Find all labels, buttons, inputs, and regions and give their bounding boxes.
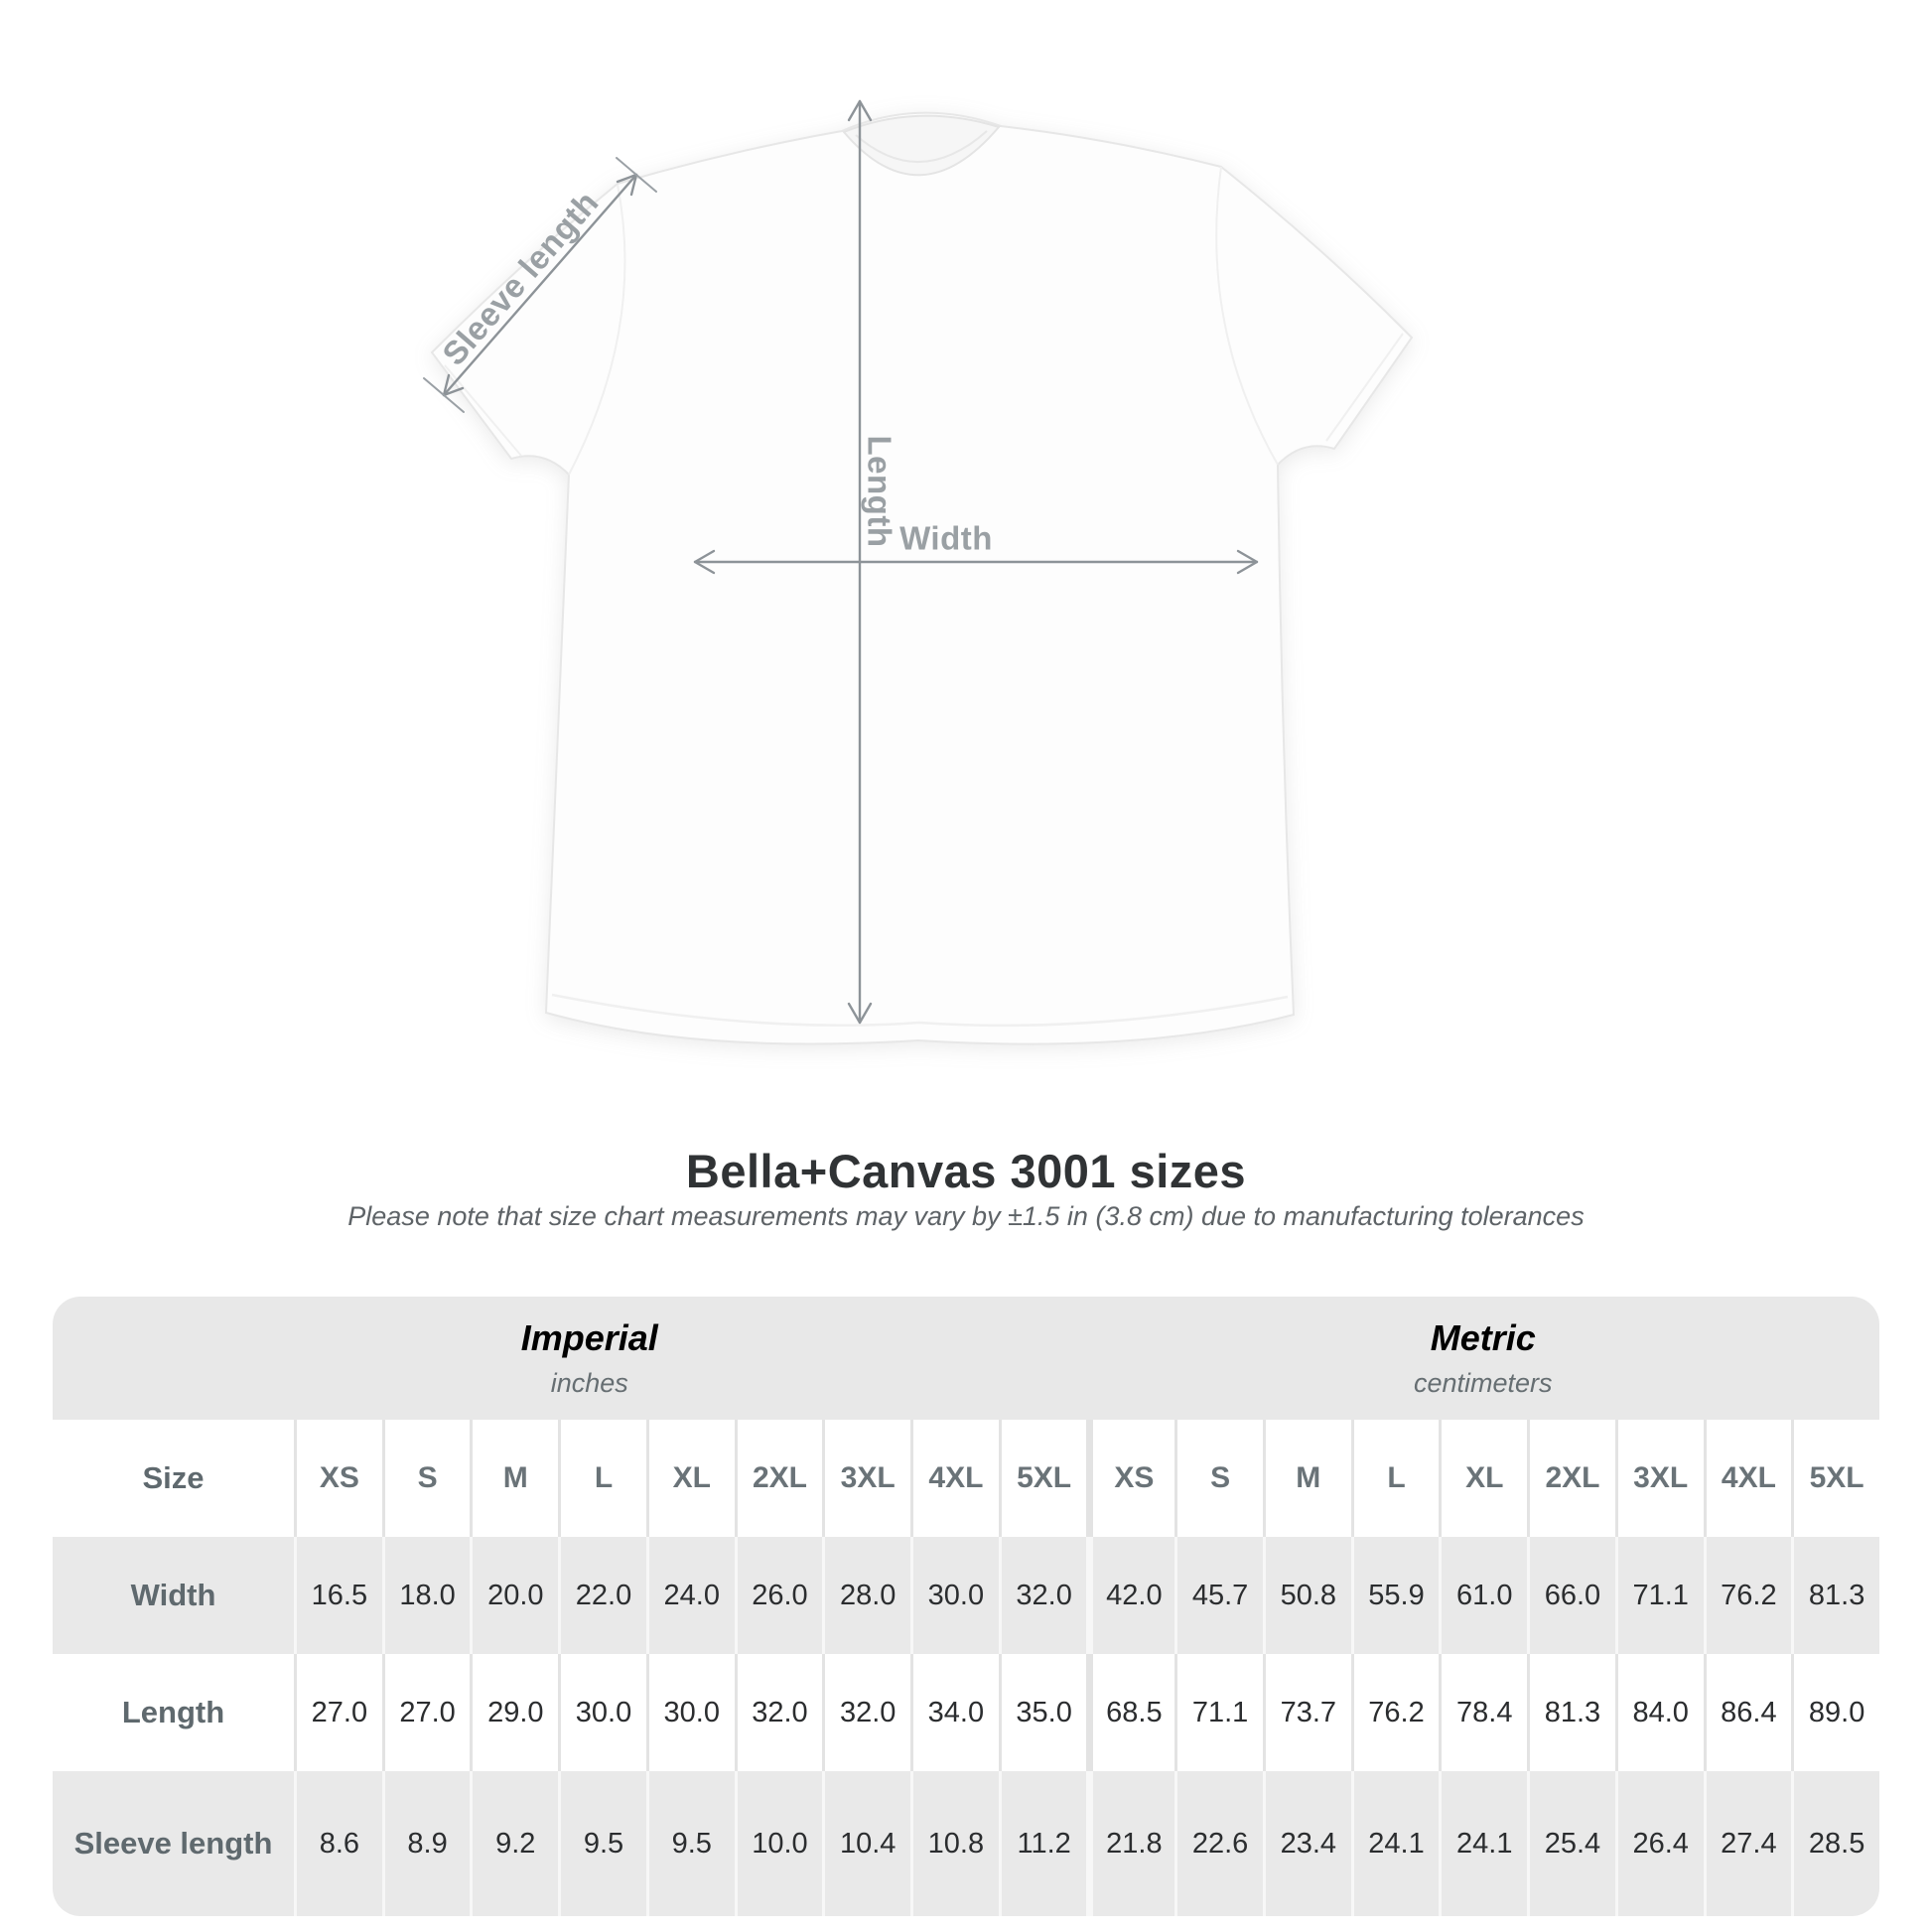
width-row bbox=[53, 1537, 1879, 1654]
measurement-cell: 23.4 bbox=[1263, 1771, 1351, 1916]
size-header-cell: XL bbox=[646, 1420, 735, 1537]
size-header-cell: M bbox=[470, 1420, 558, 1537]
measurement-cell: 8.6 bbox=[294, 1771, 382, 1916]
sleeve-length-label: Sleeve length bbox=[435, 184, 606, 372]
measurement-cell: 30.0 bbox=[646, 1654, 735, 1771]
measurement-cell: 10.8 bbox=[910, 1771, 999, 1916]
size-header-cell: 3XL bbox=[822, 1420, 910, 1537]
measurement-cell: 34.0 bbox=[910, 1654, 999, 1771]
measurement-cell: 50.8 bbox=[1263, 1537, 1351, 1654]
size-header-cell: M bbox=[1263, 1420, 1351, 1537]
size-table bbox=[53, 1297, 1879, 1916]
measurement-cell: 35.0 bbox=[999, 1654, 1087, 1771]
length-label: Length bbox=[861, 435, 898, 548]
measurement-cell: 24.0 bbox=[646, 1537, 735, 1654]
size-header-cell: 3XL bbox=[1615, 1420, 1704, 1537]
row-label: Sleeve length bbox=[73, 1826, 273, 1861]
unit-group-metric bbox=[1087, 1297, 1880, 1420]
measurement-cell: 32.0 bbox=[822, 1654, 910, 1771]
measurement-cell: 8.9 bbox=[382, 1771, 471, 1916]
size-header-cell: XS bbox=[294, 1420, 382, 1537]
row-label: Width bbox=[130, 1578, 216, 1612]
measurement-cell: 28.5 bbox=[1791, 1771, 1879, 1916]
measurement-cell: 10.4 bbox=[822, 1771, 910, 1916]
page-title: Bella+Canvas 3001 sizes bbox=[685, 1145, 1247, 1197]
measurement-cell: 27.4 bbox=[1704, 1771, 1792, 1916]
measurement-cell: 24.1 bbox=[1351, 1771, 1440, 1916]
measurement-cell: 71.1 bbox=[1615, 1537, 1704, 1654]
measurement-cell: 30.0 bbox=[558, 1654, 646, 1771]
measurement-cell: 68.5 bbox=[1086, 1654, 1174, 1771]
size-column-header: Size bbox=[142, 1460, 205, 1495]
measurement-cell: 76.2 bbox=[1704, 1537, 1792, 1654]
measurement-cell: 22.0 bbox=[558, 1537, 646, 1654]
size-header-cell: L bbox=[558, 1420, 646, 1537]
unit-group-imperial bbox=[53, 1297, 1087, 1420]
imperial-group-title: Imperial bbox=[520, 1317, 658, 1358]
measurement-cell: 42.0 bbox=[1086, 1537, 1174, 1654]
size-header-row bbox=[53, 1420, 1879, 1537]
size-header-cell: L bbox=[1351, 1420, 1440, 1537]
size-header-cell: 4XL bbox=[1704, 1420, 1792, 1537]
measurement-cell: 81.3 bbox=[1791, 1537, 1879, 1654]
measurement-cell: 81.3 bbox=[1527, 1654, 1615, 1771]
measurement-cell: 55.9 bbox=[1351, 1537, 1440, 1654]
size-header-cell: 5XL bbox=[1791, 1420, 1879, 1537]
size-header-cell: XS bbox=[1086, 1420, 1174, 1537]
measurement-cell: 10.0 bbox=[735, 1771, 823, 1916]
measurement-cell: 26.4 bbox=[1615, 1771, 1704, 1916]
size-header-cell: 5XL bbox=[999, 1420, 1087, 1537]
measurement-cell: 27.0 bbox=[382, 1654, 471, 1771]
measurement-cell: 9.2 bbox=[470, 1771, 558, 1916]
measurement-cell: 32.0 bbox=[999, 1537, 1087, 1654]
length-row bbox=[53, 1654, 1879, 1771]
measurement-cell: 22.6 bbox=[1174, 1771, 1263, 1916]
measurement-cell: 76.2 bbox=[1351, 1654, 1440, 1771]
measurement-cell: 27.0 bbox=[294, 1654, 382, 1771]
size-header-cell: 4XL bbox=[910, 1420, 999, 1537]
metric-group-title: Metric bbox=[1430, 1317, 1536, 1358]
size-header-cell: XL bbox=[1439, 1420, 1527, 1537]
measurement-cell: 16.5 bbox=[294, 1537, 382, 1654]
width-label: Width bbox=[899, 519, 993, 557]
measurement-cell: 78.4 bbox=[1439, 1654, 1527, 1771]
measurement-cell: 29.0 bbox=[470, 1654, 558, 1771]
measurement-cell: 73.7 bbox=[1263, 1654, 1351, 1771]
tshirt-silhouette bbox=[432, 113, 1412, 1044]
measurement-cell: 28.0 bbox=[822, 1537, 910, 1654]
row-label: Length bbox=[121, 1695, 225, 1729]
imperial-group-unit: inches bbox=[550, 1368, 628, 1398]
size-header-cell: S bbox=[1174, 1420, 1263, 1537]
page-subtitle: Please note that size chart measurements may vary by ±1.5 in (3.8 cm) due to manufacturing tolerances bbox=[347, 1201, 1585, 1231]
measurement-cell: 18.0 bbox=[382, 1537, 471, 1654]
measurement-cell: 11.2 bbox=[999, 1771, 1087, 1916]
measurement-cell: 84.0 bbox=[1615, 1654, 1704, 1771]
measurement-cell: 9.5 bbox=[646, 1771, 735, 1916]
measurement-cell: 66.0 bbox=[1527, 1537, 1615, 1654]
size-header-cell: S bbox=[382, 1420, 471, 1537]
measurement-cell: 24.1 bbox=[1439, 1771, 1527, 1916]
size-header-cell: 2XL bbox=[1527, 1420, 1615, 1537]
measurement-cell: 9.5 bbox=[558, 1771, 646, 1916]
measurement-cell: 25.4 bbox=[1527, 1771, 1615, 1916]
size-header-cell: 2XL bbox=[735, 1420, 823, 1537]
measurement-cell: 20.0 bbox=[470, 1537, 558, 1654]
measurement-cell: 26.0 bbox=[735, 1537, 823, 1654]
measurement-cell: 71.1 bbox=[1174, 1654, 1263, 1771]
measurement-cell: 21.8 bbox=[1086, 1771, 1174, 1916]
measurement-cell: 45.7 bbox=[1174, 1537, 1263, 1654]
measurement-cell: 61.0 bbox=[1439, 1537, 1527, 1654]
sleeve-length-row bbox=[53, 1771, 1879, 1916]
measurement-cell: 32.0 bbox=[735, 1654, 823, 1771]
measurement-cell: 86.4 bbox=[1704, 1654, 1792, 1771]
metric-group-unit: centimeters bbox=[1413, 1368, 1553, 1398]
measurement-cell: 89.0 bbox=[1791, 1654, 1879, 1771]
unit-group-band bbox=[53, 1297, 1879, 1420]
measurement-cell: 30.0 bbox=[910, 1537, 999, 1654]
